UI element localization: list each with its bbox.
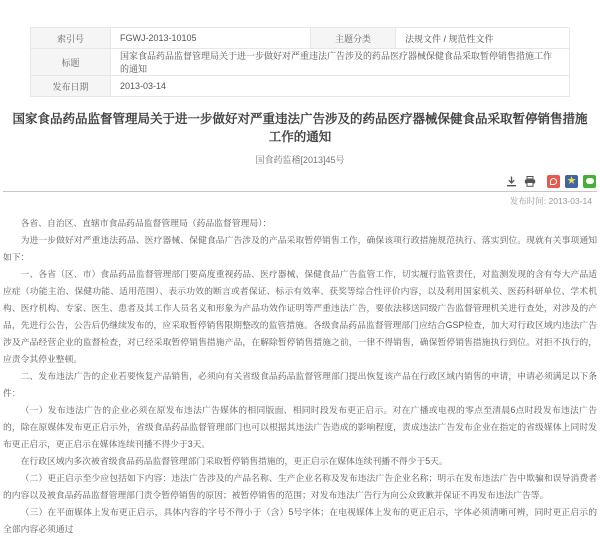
paragraph-item-3: （三）在平面媒体上发布更正启示，具体内容的字号不得小于（含）5号字体；在电视媒体上发布的更正启示，字体必须清晰可辨，同时更正启示的全部内容必须通过 [3, 507, 597, 535]
paragraph-item-1b: 在行政区域内多次被省级食品药品监督管理部门采取暂停销售措施的，更正启示在媒体连续刊播不得少于5天。 [20, 456, 448, 467]
date-label: 发布日期 [31, 76, 111, 97]
index-value: FGWJ-2013-10105 [111, 28, 311, 49]
category-value: 法规文件 / 规范性文件 [396, 28, 570, 49]
share-weibo-icon[interactable] [547, 175, 560, 188]
title-value: 国家食品药品监督管理局关于进一步做好对严重违法广告涉及的药品医疗器械保健食品采取暂停销售措施工作的通知 [111, 49, 570, 76]
print-icon[interactable] [523, 175, 536, 188]
article-body [3, 215, 597, 538]
download-icon[interactable] [505, 175, 518, 188]
divider [3, 191, 597, 192]
table-row [31, 28, 570, 49]
table-row [31, 49, 570, 76]
share-wechat-icon[interactable] [583, 175, 596, 188]
document-number: 国食药监稽[2013]45号 [255, 155, 345, 166]
paragraph-item-1: （一）发布违法广告的企业必须在原发布违法广告媒体的相同版面、相同时段发布更正启示。对在广播或电视的零点至清晨6点时段发布违法广告的，除在原媒体发布更正启示外，省级食品药品监督管理部门也可以根据其违法广告造成的影响程度，责成违法广告发布企业在指定的省级媒体上同时发布更正启示，更正启示在媒体连续刊播不得少于3天。 [3, 405, 597, 450]
wechat-glyph [586, 178, 594, 184]
toolbar [4, 174, 596, 188]
page-title: 国家食品药品监督管理局关于进一步做好对严重违法广告涉及的药品医疗器械保健食品采取暂停销售措施工作的通知 [12, 112, 588, 145]
weibo-glyph [550, 178, 557, 185]
paragraph-section-2: 二、发布违法广告的企业若要恢复产品销售，必须向有关省级食品药品监督管理部门提出恢复该产品在行政区域内销售的申请，申请必须满足以下条件： [3, 371, 597, 399]
category-label: 主题分类 [311, 28, 396, 49]
paragraph-salutation: 各省、自治区、直辖市食品药品监督管理局（药品监督管理局）： [20, 218, 272, 229]
meta-info-table [30, 27, 570, 97]
table-row [31, 76, 570, 97]
date-value: 2013-03-14 [111, 76, 570, 97]
index-label: 索引号 [31, 28, 111, 49]
title-label: 标题 [31, 49, 111, 76]
paragraph-intro: 为进一步做好对严重违法药品、医疗器械、保健食品广告涉及的产品采取暂停销售工作，确保该项行政措施规范执行、落实到位。现就有关事项通知如下： [3, 235, 597, 263]
paragraph-item-2: （二）更正启示至少应包括如下内容：违法广告涉及的产品名称、生产企业名称及发布违法广告企业名称；明示在发布违法广告中欺骗和误导消费者的内容以及被食品药品监督管理部门责令暂停销售的原因；被暂停销售的范围；对发布违法广告行为向公众致歉并保证不再发布违法广告等。 [3, 473, 597, 501]
share-qzone-icon[interactable]: ★ [566, 174, 577, 187]
publish-time: 发布时间: 2013-03-14 [509, 196, 592, 207]
paragraph-section-1: 一、各省（区、市）食品药品监督管理部门要高度重视药品、医疗器械、保健食品广告监管工作，切实履行监管责任，对监测发现的含有夸大产品适应症（功能主治、保健功能、适用范围）、表示功效的断言或者保证、标示有效率、获奖等综合性评价内容，以及利用国家机关、医药科研单位、学术机构、医疗机构、专家、医生、患者及其工作人员名义和形象为产品功效作证明等严重违法广告，要依法移送同级广告监督管理机关进行查处，对涉及的产品，先进行公告，公告后仍继续发布的，应采取暂停销售限期整改的监管措施。各级食品药品监督管理部门应结合GSP检查，加大对行政区域内违法广告涉及产品经营企业的监督检查，对已经采取暂停销售措施产品，在解除暂停销售措施之前，一律不得销售，确保暂停销售措施执行到位。对拒不执行的，应责令其停业整顿。 [3, 269, 597, 365]
